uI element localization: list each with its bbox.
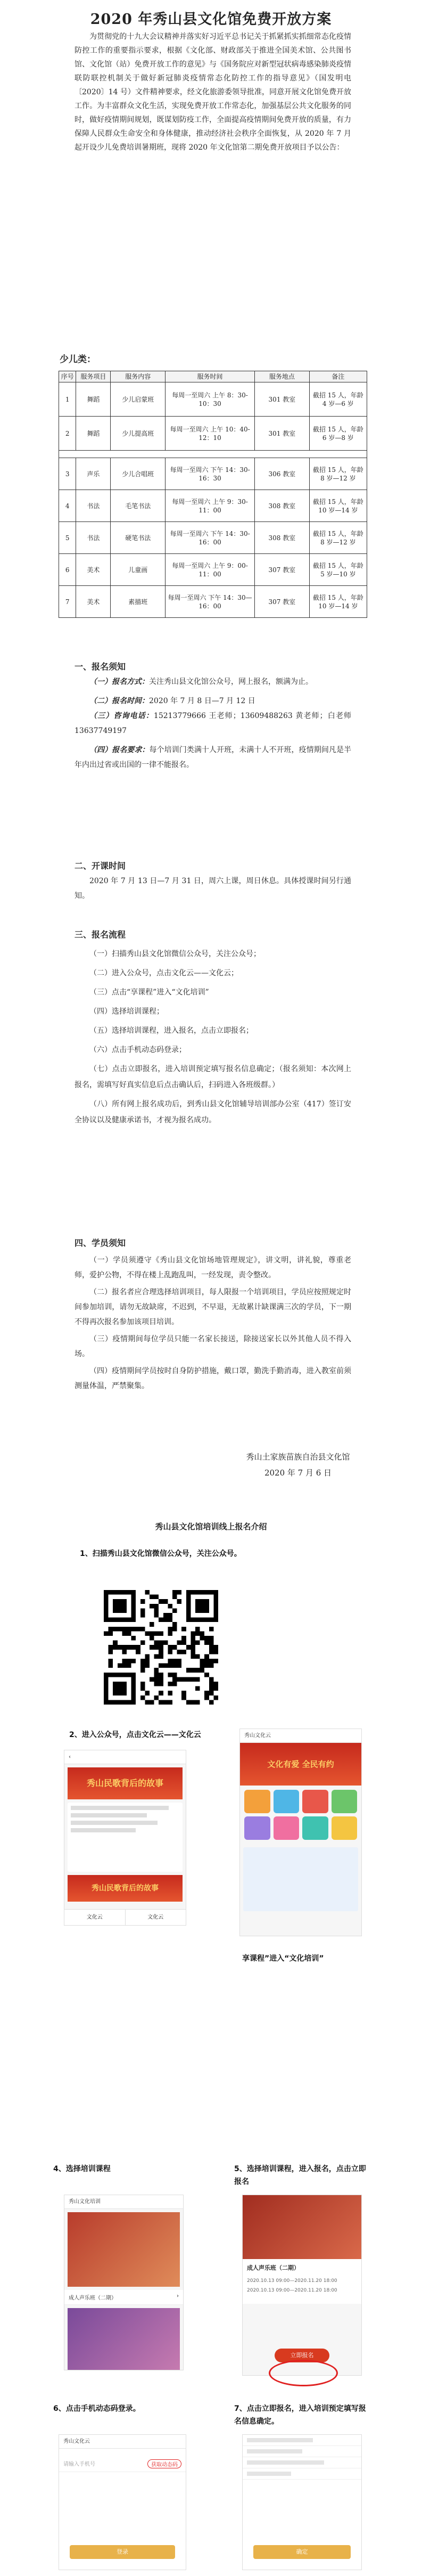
cell-content: 少儿合唱班 bbox=[111, 458, 166, 490]
cell-content: 少儿启蒙班 bbox=[111, 382, 166, 417]
cell-item: 舞蹈 bbox=[76, 382, 111, 417]
text: 2020 年 7 月 8 日—7 月 12 日 bbox=[149, 697, 255, 705]
list-item: （四）疫情期间学员按时自身防护措施，戴口罩，勤洗手勤消毒，进入教室前须测量体温，严禁聚集。 bbox=[75, 1367, 351, 1390]
cell-no: 1 bbox=[59, 382, 76, 417]
cell-time: 每周一至周六 下午 14：30-16：00 bbox=[166, 522, 255, 554]
screen-course-detail bbox=[242, 2195, 362, 2376]
cell-note: 截招 15 人，年龄 8 岁—12 岁 bbox=[309, 522, 367, 554]
phone-row bbox=[59, 2456, 186, 2472]
header-content: 服务内容 bbox=[111, 371, 166, 382]
step-7: 7、点击立即报名，进入培训预定填写报名信息确定。 bbox=[234, 2404, 366, 2426]
cell-place: 308 教室 bbox=[254, 490, 309, 522]
screen-public-account bbox=[64, 1750, 186, 1926]
screen-bar: ‹ bbox=[64, 1750, 186, 1764]
cell-note: 截招 15 人，年龄 10 岁—14 岁 bbox=[309, 586, 367, 618]
table-row bbox=[59, 522, 367, 554]
phone-input[interactable]: 请输入手机号 bbox=[63, 2461, 95, 2467]
section-student-notice bbox=[75, 1236, 351, 1393]
cell-item: 书法 bbox=[76, 490, 111, 522]
cell-content: 儿童画 bbox=[111, 554, 166, 586]
course-image[interactable] bbox=[68, 2308, 180, 2370]
section-heading: 三、报名流程 bbox=[75, 930, 126, 940]
menu-bar bbox=[64, 1909, 186, 1925]
list-item: （五）选择培训课程，进入报名，点击立即报名； bbox=[89, 1026, 253, 1035]
menu-item[interactable]: 文化云 bbox=[64, 1910, 126, 1925]
table-row bbox=[59, 554, 367, 586]
cell-no: 2 bbox=[59, 417, 76, 451]
cell-no: 3 bbox=[59, 458, 76, 490]
cell-no: 6 bbox=[59, 554, 76, 586]
table-row bbox=[59, 490, 367, 522]
intro-paragraph: 为贯彻党的十九大会议精神并落实好习近平总书记关于抓紧抓实抓细常态化疫情防控工作的重要指示要求，根据《文化部、财政部关于推进全国美术馆、公共图书馆、文化馆（站）免费开放工作的意见》与《国务院应对新型冠状病毒感染肺炎疫情联防联控机制关于做好新冠肺炎疫情常态化防控工作的指导意见》（国发明电〔2020〕14 号）文件精神要求，经文化旅游委领导批准，同意开展文化馆免费开放工作。为丰富群众文化生活，实现免费开放工作常态化，加强基层公共文化服务的同时，做好疫情期间规划，既谋划防疫工作，全面提高疫情期间免费开放的质量，有力保障人民群众生命安全和身体健康，推动经济社会秩序全面恢复，从 2020 年 7 月起开设少儿免费培训暑期班，现将 2020 年文化馆第二期免费开放项目予以公告： bbox=[75, 32, 351, 152]
header-place: 服务地点 bbox=[254, 371, 309, 382]
paragraph bbox=[75, 743, 351, 772]
header-time: 服务时间 bbox=[166, 371, 255, 382]
table-header-row bbox=[59, 371, 367, 382]
cell-place: 306 教室 bbox=[254, 458, 309, 490]
feature-tile[interactable] bbox=[332, 1816, 358, 1840]
cell-note: 截招 15 人，年龄 6 岁—8 岁 bbox=[309, 417, 367, 451]
paragraph bbox=[75, 674, 351, 689]
signature-date: 2020 年 7 月 6 日 bbox=[264, 1468, 332, 1478]
guide-title: 秀山县文化馆培训线上报名介绍 bbox=[155, 1522, 267, 1531]
cell-no: 7 bbox=[59, 586, 76, 618]
cell-place: 301 教室 bbox=[254, 382, 309, 417]
form-row[interactable] bbox=[243, 2435, 361, 2446]
course-row[interactable] bbox=[64, 2290, 183, 2305]
cell-place: 307 教室 bbox=[254, 586, 309, 618]
paragraph bbox=[75, 708, 351, 738]
cell-content: 硬笔书法 bbox=[111, 522, 166, 554]
list-item: （八）所有网上报名成功后，到秀山县文化馆辅导培训部办公室（417）签订安全协议以及健康承诺书，才视为报名成功。 bbox=[75, 1100, 351, 1124]
cell-item: 书法 bbox=[76, 522, 111, 554]
confirm-button[interactable]: 确定 bbox=[253, 2545, 351, 2559]
screen-booking-form bbox=[242, 2434, 362, 2570]
screen-bar: 秀山文化培训 bbox=[64, 2195, 183, 2209]
form-row[interactable] bbox=[243, 2468, 361, 2480]
table-gap bbox=[59, 451, 367, 458]
feature-tile[interactable] bbox=[274, 1816, 300, 1840]
document-title: 2020 年秀山县文化馆免费开放方案 bbox=[90, 11, 332, 28]
form-row[interactable] bbox=[243, 2446, 361, 2457]
step-5: 5、选择培训课程，进入报名，点击立即报名 bbox=[234, 2165, 366, 2186]
table-row bbox=[59, 586, 367, 618]
cell-time: 每周一至周六 下午 14：30—16：00 bbox=[166, 586, 255, 618]
paragraph bbox=[75, 694, 351, 708]
screen-login bbox=[59, 2434, 186, 2570]
cell-no: 5 bbox=[59, 522, 76, 554]
banner: 秀山民歌背后的故事 bbox=[68, 1875, 183, 1902]
cell-time: 每周一至周六 上午 9：30-11：00 bbox=[166, 490, 255, 522]
cell-note: 截招 15 人，年龄 10 岁—14 岁 bbox=[309, 490, 367, 522]
cell-item: 舞蹈 bbox=[76, 417, 111, 451]
qr-code-icon bbox=[104, 1590, 218, 1705]
screen-course-list bbox=[64, 2195, 184, 2370]
list-item: （二）报名者应合理选择培训项目，每人限报一个培训项目，学员应按照规定时间参加培训，请勿无故缺席，不迟到，不早退，无故累计缺课满三次的学员，下一期不得再次报名参加该项目培训。 bbox=[75, 1288, 351, 1326]
text: 15213779666 王老师；13609488263 黄老师；白老师 13637749197 bbox=[75, 712, 352, 735]
feature-tile[interactable] bbox=[244, 1790, 270, 1813]
cell-item: 声乐 bbox=[76, 458, 111, 490]
cell-note: 截招 15 人，年龄 5 岁—10 岁 bbox=[309, 554, 367, 586]
signature-org: 秀山土家族苗族自治县文化馆 bbox=[246, 1452, 350, 1462]
cell-time: 每周一至周六 上午 9：00-11：00 bbox=[166, 554, 255, 586]
login-button[interactable]: 登录 bbox=[70, 2545, 175, 2559]
course-time: 2020.10.13 09:00—2020.11.20 18:00 bbox=[243, 2276, 361, 2286]
cell-item: 美术 bbox=[76, 554, 111, 586]
course-image[interactable] bbox=[68, 2212, 180, 2287]
feature-grid bbox=[240, 1786, 361, 1844]
feature-tile[interactable] bbox=[302, 1816, 328, 1840]
feature-tile[interactable] bbox=[274, 1790, 300, 1813]
article-card bbox=[68, 1803, 183, 1872]
label: （一）报名方式： bbox=[89, 678, 149, 686]
field-placeholder bbox=[247, 2460, 324, 2465]
text: 关注秀山县文化馆公众号，网上报名，额满为止。 bbox=[149, 678, 313, 686]
step-1: 1、扫描秀山县文化馆微信公众号，关注公众号。 bbox=[80, 1550, 242, 1558]
cell-content: 毛笔书法 bbox=[111, 490, 166, 522]
chevron-right-icon: › bbox=[177, 2293, 179, 2299]
course-cover bbox=[243, 2195, 361, 2259]
signature-block bbox=[218, 1449, 378, 1481]
list-item: （一）扫描秀山县文化馆微信公众号，关注公众号； bbox=[89, 950, 261, 958]
screen-bar: 秀山文化云 bbox=[59, 2435, 186, 2449]
field-placeholder bbox=[247, 2472, 291, 2476]
section-heading: 二、开课时间 bbox=[75, 861, 126, 871]
cell-time: 每周一至周六 上午 10：40-12：10 bbox=[166, 417, 255, 451]
feature-tile[interactable] bbox=[332, 1790, 358, 1813]
list-item: （三）疫情期间每位学员只能一名家长接送，除接送家长以外其他人员不得入场。 bbox=[75, 1335, 351, 1358]
label: （四）报名要求： bbox=[89, 746, 150, 754]
feature-tile[interactable] bbox=[302, 1790, 328, 1813]
cell-content: 素描班 bbox=[111, 586, 166, 618]
paragraph: 2020 年 7 月 13 日—7 月 31 日，周六上课，周日休息。具体授课时间另行通知。 bbox=[75, 877, 351, 900]
section-schedule bbox=[75, 859, 351, 903]
get-code-button[interactable]: 获取动态码 bbox=[147, 2459, 181, 2468]
table-row bbox=[59, 458, 367, 490]
section-kids-label: 少儿类： bbox=[60, 354, 96, 365]
header-no: 序号 bbox=[59, 371, 76, 382]
banner: 秀山民歌背后的故事 bbox=[68, 1767, 183, 1799]
text-line bbox=[71, 1806, 169, 1810]
text-line bbox=[71, 1821, 158, 1825]
cell-time: 每周一至周六 上午 8：30-10：30 bbox=[166, 382, 255, 417]
course-time: 2020.10.13 09:00—2020.11.20 18:00 bbox=[243, 2286, 361, 2304]
list-item: （三）点击“享课程”进入“文化培训” bbox=[89, 988, 209, 997]
course-table bbox=[59, 371, 367, 618]
header-item: 服务项目 bbox=[76, 371, 111, 382]
step-3: 享课程”进入“文化培训” bbox=[242, 1954, 324, 1963]
step-2: 2、进入公众号，点击文化云——文化云 bbox=[69, 1731, 201, 1739]
cell-place: 301 教室 bbox=[254, 417, 309, 451]
feature-tile[interactable] bbox=[244, 1816, 270, 1840]
text-line bbox=[71, 1828, 136, 1832]
screen-culture-cloud bbox=[239, 1729, 362, 1936]
list-item: （二）进入公众号，点击文化云——文化云； bbox=[89, 969, 238, 977]
course-title: 成人声乐班（二期） bbox=[243, 2259, 361, 2276]
form-row[interactable] bbox=[243, 2457, 361, 2468]
text-line bbox=[71, 1813, 147, 1817]
cell-item: 美术 bbox=[76, 586, 111, 618]
content-card bbox=[243, 1847, 358, 1911]
section-registration bbox=[75, 659, 351, 772]
text: 每个培训门类满十人开班，未满十人不开班，疫情期间凡是半年内出过省或出国的一律不能报名。 bbox=[75, 746, 352, 769]
apply-button[interactable]: 立即报名 bbox=[275, 2349, 329, 2362]
cell-place: 307 教室 bbox=[254, 554, 309, 586]
table-row bbox=[59, 417, 367, 451]
field-placeholder bbox=[247, 2438, 313, 2442]
cell-no: 4 bbox=[59, 490, 76, 522]
cell-content: 少儿提高班 bbox=[111, 417, 166, 451]
course-name: 成人声乐班（二期） bbox=[69, 2295, 117, 2301]
list-item: （六）点击手机动态码登录； bbox=[89, 1046, 186, 1054]
table-row bbox=[59, 382, 367, 417]
step-4: 4、选择培训课程 bbox=[53, 2165, 111, 2173]
banner: 文化有爱 全民有约 bbox=[240, 1743, 361, 1786]
label: （二）报名时间： bbox=[89, 697, 149, 705]
highlight-circle bbox=[269, 2360, 338, 2386]
list-item: （一）学员须遵守《秀山县文化馆场地管理规定》，讲文明，讲礼貌，尊重老师，爱护公物，不得在楼上乱跑乱叫，一经发现，责令整改。 bbox=[75, 1256, 351, 1279]
cell-note: 截招 15 人，年龄 4 岁—6 岁 bbox=[309, 382, 367, 417]
screen-bar: 秀山文化云 bbox=[240, 1729, 361, 1743]
field-placeholder bbox=[247, 2449, 302, 2453]
header-note: 备注 bbox=[309, 371, 367, 382]
section-heading: 四、学员须知 bbox=[75, 1238, 126, 1248]
cell-place: 308 教室 bbox=[254, 522, 309, 554]
section-process bbox=[75, 927, 351, 1128]
step-6: 6、点击手机动态码登录。 bbox=[53, 2404, 140, 2413]
cell-note: 截招 15 人，年龄 8 岁—12 岁 bbox=[309, 458, 367, 490]
list-item: （四）选择培训课程； bbox=[89, 1007, 164, 1016]
menu-item[interactable]: 文化云 bbox=[147, 1914, 164, 1920]
label: （三）咨询电话： bbox=[89, 712, 154, 720]
list-item: （七）点击立即报名，进入培训预定填写报名信息确定；（报名须知：本次网上报名，需填写好真实信息后点击确认后，扫码进入各班级群。） bbox=[75, 1065, 351, 1089]
cell-time: 每周一至周六 下午 14：30-16：30 bbox=[166, 458, 255, 490]
section-heading: 一、报名须知 bbox=[75, 662, 126, 672]
